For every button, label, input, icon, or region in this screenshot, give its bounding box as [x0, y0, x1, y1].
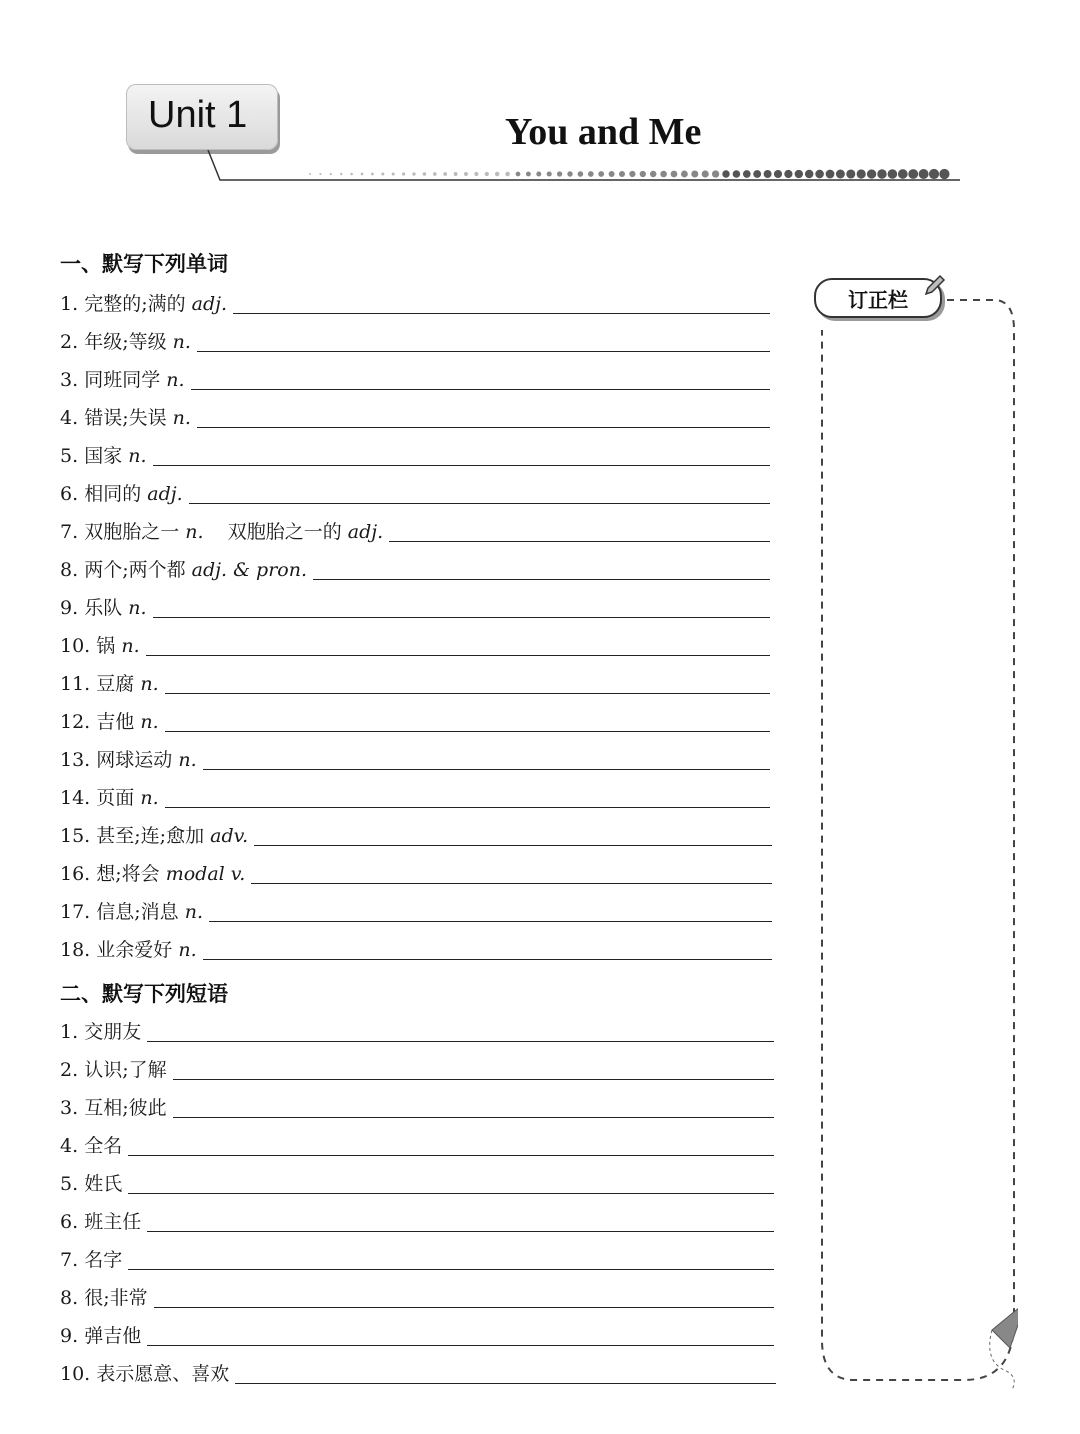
answer-line[interactable]: [233, 293, 770, 314]
rule-dot: [598, 171, 604, 177]
rule-dot: [309, 173, 311, 175]
phrase-row: [60, 1204, 774, 1234]
phrase-label: 10. 表示愿意、喜欢: [60, 1363, 230, 1385]
rule-dot: [671, 171, 678, 178]
rule-dot: [640, 171, 646, 177]
word-label: 6. 相同的 adj.: [60, 483, 183, 505]
rule-dot: [319, 173, 321, 175]
rule-dot: [578, 171, 584, 177]
word-row: [60, 590, 770, 620]
word-label: 12. 吉他 n.: [60, 711, 159, 733]
phrase-label: 2. 认识;了解: [60, 1059, 167, 1081]
rule-dot: [381, 173, 384, 176]
answer-line[interactable]: [189, 483, 770, 504]
answer-line[interactable]: [313, 559, 770, 580]
word-row: [60, 818, 772, 848]
word-label: 8. 两个;两个都 adj. & pron.: [60, 559, 308, 581]
word-row: [60, 400, 770, 430]
word-label: 2. 年级;等级 n.: [60, 331, 191, 353]
answer-line[interactable]: [147, 1325, 774, 1346]
phrase-row: [60, 1242, 774, 1272]
rule-dot: [939, 169, 949, 179]
word-label: 7. 双胞胎之一 n. 双胞胎之一的 adj.: [60, 521, 384, 543]
word-row: [60, 894, 772, 924]
rule-dot: [392, 172, 395, 175]
rule-dot: [805, 170, 814, 179]
answer-line[interactable]: [197, 407, 770, 428]
unit-label: Unit 1: [148, 94, 248, 136]
rule-dot: [474, 172, 478, 176]
word-row: [60, 780, 770, 810]
phrase-label: 6. 班主任: [60, 1211, 142, 1233]
word-row: [60, 324, 770, 354]
answer-line[interactable]: [128, 1135, 774, 1156]
rule-dot: [826, 170, 835, 179]
rule-dot: [774, 170, 782, 178]
correction-area[interactable]: [814, 290, 1018, 1392]
word-row: [60, 856, 772, 886]
rule-dot: [516, 172, 521, 177]
rule-dot: [743, 170, 751, 178]
word-row: [60, 286, 770, 316]
rule-dot: [691, 170, 698, 177]
rule-dot: [764, 170, 772, 178]
phrase-label: 5. 姓氏: [60, 1173, 123, 1195]
word-row: [60, 628, 770, 658]
phrase-label: 9. 弹吉他: [60, 1325, 142, 1347]
page-title: You and Me: [505, 111, 702, 153]
rule-dot: [485, 172, 489, 176]
phrase-label: 1. 交朋友: [60, 1021, 142, 1043]
word-label: 10. 锅 n.: [60, 635, 140, 657]
answer-line[interactable]: [254, 825, 772, 846]
rule-dot: [330, 173, 332, 175]
rule-dot: [784, 170, 792, 178]
answer-line[interactable]: [173, 1059, 774, 1080]
answer-line[interactable]: [153, 597, 770, 618]
rule-dot: [712, 170, 719, 177]
rule-dot: [423, 172, 426, 175]
phrase-row: [60, 1052, 774, 1082]
answer-line[interactable]: [235, 1363, 776, 1384]
word-label: 1. 完整的;满的 adj.: [60, 293, 228, 315]
rule-dot: [402, 172, 405, 175]
answer-line[interactable]: [203, 749, 770, 770]
rule-dot: [454, 172, 458, 176]
rule-dot: [433, 172, 437, 176]
word-row: [60, 932, 772, 962]
rule-dot: [722, 170, 729, 177]
rule-dot: [619, 171, 625, 177]
word-label: 17. 信息;消息 n.: [60, 901, 203, 923]
answer-line[interactable]: [154, 1287, 774, 1308]
phrase-row: [60, 1090, 774, 1120]
header-dotted-rule: [200, 150, 962, 190]
answer-line[interactable]: [128, 1173, 774, 1194]
answer-line[interactable]: [209, 901, 772, 922]
phrase-label: 3. 互相;彼此: [60, 1097, 167, 1119]
rule-dot: [629, 171, 635, 177]
rule-dot: [350, 173, 353, 176]
rule-dot: [660, 171, 667, 178]
answer-line[interactable]: [128, 1249, 774, 1270]
rule-dot: [495, 172, 499, 176]
rule-dot: [815, 170, 824, 179]
answer-line[interactable]: [389, 521, 770, 542]
rule-dot: [650, 171, 656, 177]
rule-dot: [929, 169, 939, 179]
rule-dot: [702, 170, 709, 177]
rule-dot: [464, 172, 468, 176]
answer-line[interactable]: [203, 939, 772, 960]
phrase-label: 8. 很;非常: [60, 1287, 148, 1309]
rule-dot: [526, 172, 531, 177]
rule-dot: [557, 171, 562, 176]
word-label: 3. 同班同学 n.: [60, 369, 185, 391]
section2-heading: 二、默写下列短语: [60, 982, 228, 1006]
rule-dot: [681, 171, 688, 178]
rule-dot: [567, 171, 572, 176]
phrase-row: [60, 1280, 774, 1310]
phrase-row: [60, 1318, 774, 1348]
phrase-row: [60, 1014, 774, 1044]
rule-dot: [867, 169, 876, 178]
answer-line[interactable]: [165, 787, 770, 808]
word-row: [60, 476, 770, 506]
word-row: [60, 362, 770, 392]
rule-dot: [836, 170, 845, 179]
section1-heading: 一、默写下列单词: [60, 252, 228, 276]
rule-dot: [588, 171, 594, 177]
answer-line[interactable]: [146, 635, 770, 656]
answer-line[interactable]: [251, 863, 772, 884]
rule-dot: [536, 172, 541, 177]
rule-dot: [888, 169, 898, 179]
rule-dot: [753, 170, 761, 178]
unit-tab: [126, 84, 278, 150]
rule-dot: [371, 173, 374, 176]
rule-dot: [340, 173, 342, 175]
correction-label: 订正栏: [814, 278, 942, 318]
pencil-icon: [924, 274, 946, 296]
word-label: 15. 甚至;连;愈加 adv.: [60, 825, 249, 847]
word-row: [60, 704, 770, 734]
word-label: 18. 业余爱好 n.: [60, 939, 197, 961]
word-row: [60, 514, 770, 544]
phrase-label: 4. 全名: [60, 1135, 123, 1157]
rule-dot: [846, 169, 855, 178]
word-label: 14. 页面 n.: [60, 787, 159, 809]
word-row: [60, 438, 770, 468]
answer-line[interactable]: [191, 369, 770, 390]
word-label: 4. 错误;失误 n.: [60, 407, 191, 429]
answer-line[interactable]: [147, 1021, 774, 1042]
answer-line[interactable]: [147, 1211, 774, 1232]
rule-dot: [547, 171, 552, 176]
rule-dot: [361, 173, 364, 176]
word-label: 16. 想;将会 modal v.: [60, 863, 246, 885]
word-label: 5. 国家 n.: [60, 445, 147, 467]
word-label: 11. 豆腐 n.: [60, 673, 159, 695]
rule-dot: [795, 170, 803, 178]
answer-line[interactable]: [165, 711, 770, 732]
answer-line[interactable]: [153, 445, 770, 466]
phrase-label: 7. 名字: [60, 1249, 123, 1271]
rule-dot: [443, 172, 447, 176]
word-label: 13. 网球运动 n.: [60, 749, 197, 771]
phrase-row: [60, 1356, 776, 1386]
answer-line[interactable]: [165, 673, 770, 694]
phrase-row: [60, 1128, 774, 1158]
rule-dot: [412, 172, 415, 175]
phrase-row: [60, 1166, 774, 1196]
rule-dot: [733, 170, 741, 178]
rule-dot: [877, 169, 886, 178]
rule-dot: [908, 169, 918, 179]
rule-dot: [505, 172, 510, 177]
rule-dot: [609, 171, 615, 177]
rule-dot: [898, 169, 908, 179]
word-row: [60, 742, 770, 772]
rule-dot: [857, 169, 866, 178]
word-row: [60, 666, 770, 696]
word-row: [60, 552, 770, 582]
word-label: 9. 乐队 n.: [60, 597, 147, 619]
answer-line[interactable]: [197, 331, 770, 352]
answer-line[interactable]: [173, 1097, 774, 1118]
rule-dot: [919, 169, 929, 179]
